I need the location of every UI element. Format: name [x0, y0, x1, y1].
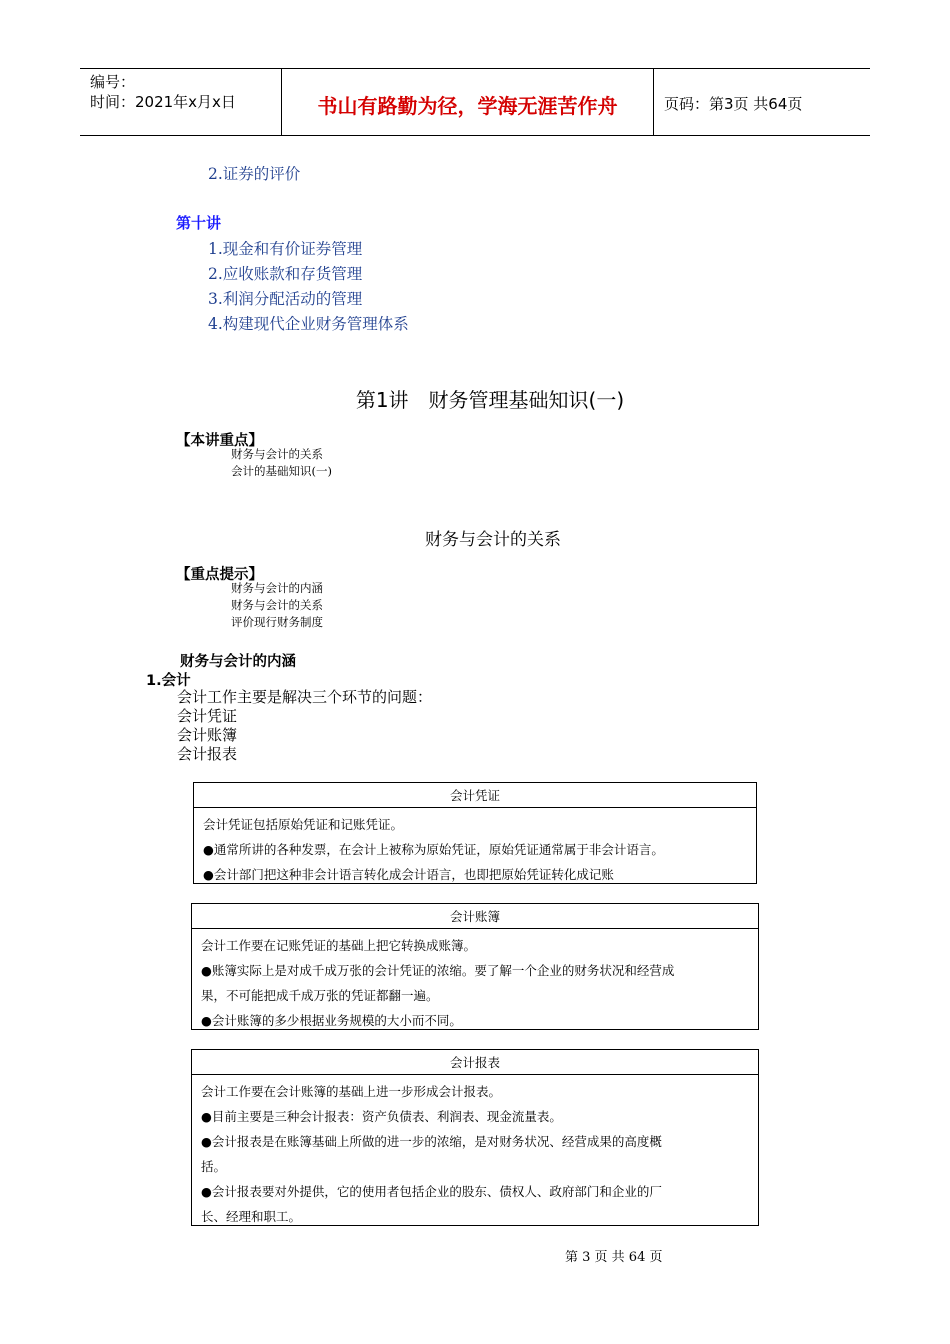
box-title: 会计凭证: [194, 783, 756, 808]
link-item: 会计凭证: [177, 707, 238, 725]
toc-prev-item: 2.证券的评价: [208, 165, 301, 183]
hint-item: 财务与会计的内涵: [231, 581, 323, 595]
box-line: 会计工作要在记账凭证的基础上把它转换成账簿。: [201, 938, 477, 953]
box-body: [194, 808, 756, 889]
focus-item: 会计的基础知识(一): [231, 464, 332, 478]
toc-item: 2.应收账款和存货管理: [208, 265, 363, 283]
info-box-voucher: [193, 782, 757, 884]
hint-item: 评价现行财务制度: [231, 615, 323, 629]
box-line: ●账簿实际上是对成千成万张的会计凭证的浓缩。要了解一个企业的财务状况和经营成: [201, 963, 675, 978]
toc-item: 4.构建现代企业财务管理体系: [208, 315, 409, 333]
box-title: 会计账簿: [192, 904, 758, 929]
info-box-ledger: [191, 903, 759, 1030]
page-label: 页码：第3页 共64页: [664, 94, 803, 113]
link-item: 会计账簿: [177, 726, 238, 744]
focus-item: 财务与会计的关系: [231, 447, 323, 461]
box-line: ●会计部门把这种非会计语言转化成会计语言，也即把原始凭证转化成记账: [203, 867, 614, 882]
number-label: 编号：: [90, 73, 136, 91]
box-line: ●会计报表是在账簿基础上所做的进一步的浓缩，是对财务状况、经营成果的高度概: [201, 1134, 662, 1149]
box-line: ●会计报表要对外提供，它的使用者包括企业的股东、债权人、政府部门和企业的厂: [201, 1184, 662, 1199]
section-title: 财务与会计的关系: [425, 530, 561, 550]
hint-item: 财务与会计的关系: [231, 598, 323, 612]
page-footer: 第 3 页 共 64 页: [565, 1250, 663, 1265]
lecture-title: 第1讲 财务管理基础知识(一): [355, 388, 625, 412]
header-left-cell: [80, 69, 282, 135]
box-line: 果，不可能把成千成万张的凭证都翻一遍。: [201, 988, 439, 1003]
box-line: 会计凭证包括原始凭证和记账凭证。: [203, 817, 404, 832]
box-body: [192, 929, 758, 1035]
hint-heading: 【重点提示】: [176, 567, 263, 583]
toc-lecture-ten: 第十讲: [176, 214, 222, 232]
toc-item: 1.现金和有价证券管理: [208, 240, 363, 258]
box-line: ●目前主要是三种会计报表：资产负债表、利润表、现金流量表。: [201, 1109, 562, 1124]
intro-text: 会计工作主要是解决三个环节的问题：: [177, 688, 433, 706]
box-title: 会计报表: [192, 1050, 758, 1075]
info-box-report: [191, 1049, 759, 1226]
link-item: 会计报表: [177, 745, 238, 763]
box-line: 括。: [201, 1159, 227, 1174]
box-line: ●会计账簿的多少根据业务规模的大小而不同。: [201, 1013, 462, 1028]
box-line: 会计工作要在会计账簿的基础上进一步形成会计报表。: [201, 1084, 502, 1099]
box-line: ●通常所讲的各种发票，在会计上被称为原始凭证，原始凭证通常属于非会计语言。: [203, 842, 664, 857]
time-label: 时间：2021年x月x日: [90, 93, 236, 111]
focus-heading: 【本讲重点】: [176, 433, 263, 449]
page-header: [80, 68, 870, 136]
section-subheading: 财务与会计的内涵: [180, 654, 296, 670]
toc-item: 3.利润分配活动的管理: [208, 290, 363, 308]
box-body: [192, 1075, 758, 1231]
box-line: 长、经理和职工。: [201, 1209, 302, 1224]
motto: 书山有路勤为径，学海无涯苦作舟: [282, 69, 654, 135]
point-heading: 1.会计: [146, 673, 191, 689]
